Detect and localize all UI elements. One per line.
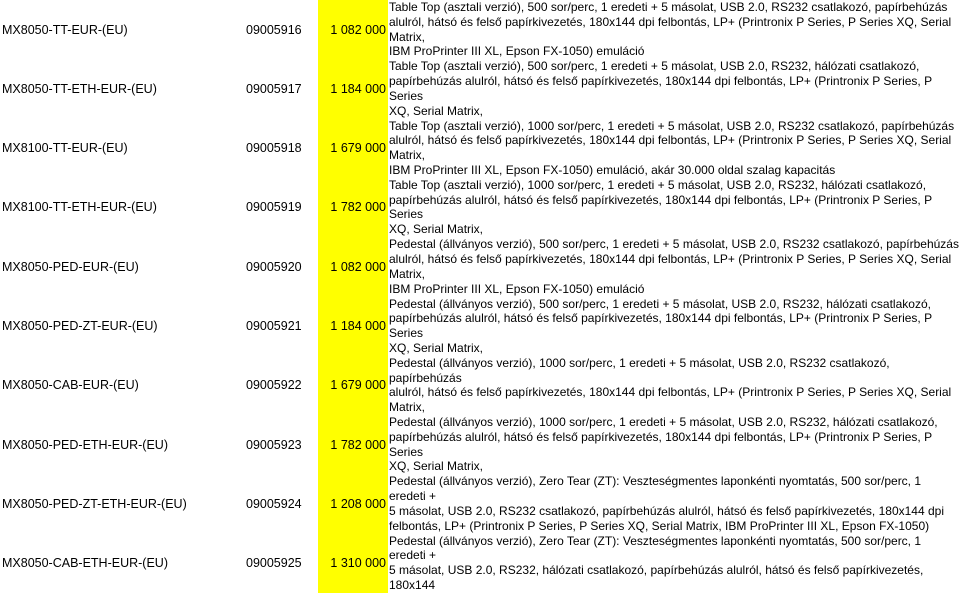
description-line: 5 másolat, USB 2.0, RS232 csatlakozó, papírbehúzás alulról, hátsó és felső papírkivezetés, 180x144 dpi [389,503,944,518]
description-line: Matrix, [389,400,425,415]
description-line: XQ, Serial Matrix, [389,340,484,355]
table-row [0,474,960,533]
description-line: papírbehúzás alulról, hátsó és felső papírkivezetés, 180x144 dpi felbontás, LP+ (Printronix P Series, P Series [389,429,932,459]
product-description [389,178,960,237]
price-value: 1 208 000 [318,474,386,533]
product-code: MX8100-TT-EUR-(EU) [2,141,128,156]
price-value: 1 679 000 [318,356,386,415]
price-value: 1 782 000 [318,415,386,474]
description-line: alulról, hátsó és felső papírkivezetés, 180x144 dpi felbontás, LP+ (Printronix P Series, P Series XQ, Serial [389,251,952,266]
article-number: 09005917 [246,81,302,96]
product-code: MX8050-TT-ETH-EUR-(EU) [2,81,157,96]
description-line: XQ, Serial Matrix, [389,459,484,474]
description-line: Pedestal (állványos verzió), Zero Tear (ZT): Veszteségmentes laponkénti nyomtatás, 500 sor/perc, 1 eredeti + [389,474,922,504]
table-row [0,356,960,415]
product-code: MX8050-PED-EUR-(EU) [2,259,139,274]
description-line: Table Top (asztali verzió), 500 sor/perc, 1 eredeti + 5 másolat, USB 2.0, RS232, hálózati csatlakozó, [389,59,920,74]
article-number: 09005919 [246,200,302,215]
product-code: MX8100-TT-ETH-EUR-(EU) [2,200,157,215]
product-code: MX8050-PED-ZT-EUR-(EU) [2,319,158,333]
product-code: MX8050-CAB-EUR-(EU) [2,378,139,393]
table-row [0,415,960,474]
product-description [389,237,960,296]
description-line: XQ, Serial Matrix, [389,222,484,237]
description-line: Pedestal (állványos verzió), Zero Tear (ZT): Veszteségmentes laponkénti nyomtatás, 500 sor/perc, 1 eredeti + [389,533,922,563]
description-line: 5 másolat, USB 2.0, RS232, hálózati csatlakozó, papírbehúzás alulról, hátsó és felső papírkivezetés, 180x144 [389,563,924,593]
description-line: alulról, hátsó és felső papírkivezetés, 180x144 dpi felbontás, LP+ (Printronix P Series, P Series XQ, Serial [389,385,952,400]
article-number: 09005924 [246,496,302,511]
description-line: IBM ProPrinter III XL, Epson FX-1050) emuláció [389,281,645,296]
product-code: MX8050-CAB-ETH-EUR-(EU) [2,556,168,571]
description-line: Matrix, [389,29,425,44]
product-description [389,415,960,474]
description-line: alulról, hátsó és felső papírkivezetés, 180x144 dpi felbontás, LP+ (Printronix P Series, P Series XQ, Serial [389,14,952,29]
description-line: Table Top (asztali verzió), 500 sor/perc, 1 eredeti + 5 másolat, USB 2.0, RS232 csatlakozó, papírbehúzás [389,0,948,14]
description-line: Pedestal (állványos verzió), 500 sor/perc, 1 eredeti + 5 másolat, USB 2.0, RS232, hálózati csatlakozó, [389,296,931,311]
article-number: 09005916 [246,22,302,37]
product-description [389,356,960,415]
description-line: Pedestal (állványos verzió), 1000 sor/perc, 1 eredeti + 5 másolat, USB 2.0, RS232 csatlakozó, papírbehúzás [389,355,890,385]
description-line: XQ, Serial Matrix, [389,103,484,118]
description-line: papírbehúzás alulról, hátsó és felső papírkivezetés, 180x144 dpi felbontás, LP+ (Printronix P Series, P Series [389,192,932,222]
article-number: 09005920 [246,259,302,274]
price-value: 1 679 000 [318,119,386,178]
description-line: alulról, hátsó és felső papírkivezetés, 180x144 dpi felbontás, LP+ (Printronix P Series, P Series XQ, Serial [389,133,952,148]
price-value: 1 782 000 [318,178,386,237]
description-line: felbontás, LP+ (Printronix P Series, P Series XQ, Serial Matrix, IBM ProPrinter III XL, Epson FX-1050) [389,518,930,533]
price-value: 1 184 000 [318,297,386,356]
table-row [0,178,960,237]
description-line: Table Top (asztali verzió), 1000 sor/perc, 1 eredeti + 5 másolat, USB 2.0, RS232, hálózati csatlakozó, [389,177,927,192]
product-description [389,474,960,533]
product-description [389,297,960,356]
article-number: 09005922 [246,378,302,393]
price-value: 1 082 000 [318,0,386,59]
product-code: MX8050-TT-EUR-(EU) [2,22,128,37]
description-line: Pedestal (állványos verzió), 1000 sor/perc, 1 eredeti + 5 másolat, USB 2.0, RS232, hálózati csatlakozó, [389,415,938,430]
price-value: 1 082 000 [318,237,386,296]
article-number: 09005923 [246,437,302,452]
product-description [389,119,960,178]
product-description [389,534,960,593]
description-line: Matrix, [389,266,425,281]
table-row [0,534,960,593]
table-row [0,237,960,296]
table-row [0,0,960,59]
description-line: IBM ProPrinter III XL, Epson FX-1050) emuláció [389,44,645,59]
description-line: papírbehúzás alulról, hátsó és felső papírkivezetés, 180x144 dpi felbontás, LP+ (Printronix P Series, P Series [389,311,932,341]
article-number: 09005921 [246,319,302,333]
table-row [0,297,960,356]
price-value: 1 184 000 [318,59,386,118]
article-number: 09005918 [246,141,302,156]
article-number: 09005925 [246,556,302,571]
description-line: IBM ProPrinter III XL, Epson FX-1050) emuláció, akár 30.000 oldal szalag kapacitás [389,162,836,177]
product-description [389,0,960,59]
description-line: papírbehúzás alulról, hátsó és felső papírkivezetés, 180x144 dpi felbontás, LP+ (Printronix P Series, P Series [389,74,932,103]
description-line: Matrix, [389,148,425,163]
product-description [389,59,960,118]
table-row [0,119,960,178]
table-row [0,59,960,118]
description-line: Table Top (asztali verzió), 1000 sor/perc, 1 eredeti + 5 másolat, USB 2.0, RS232 csatlakozó, papírbehúzás [389,118,955,133]
product-code: MX8050-PED-ETH-EUR-(EU) [2,437,168,452]
description-line: Pedestal (állványos verzió), 500 sor/perc, 1 eredeti + 5 másolat, USB 2.0, RS232 csatlakozó, papírbehúzás [389,237,959,252]
product-code: MX8050-PED-ZT-ETH-EUR-(EU) [2,496,187,511]
price-value: 1 310 000 [318,534,386,593]
